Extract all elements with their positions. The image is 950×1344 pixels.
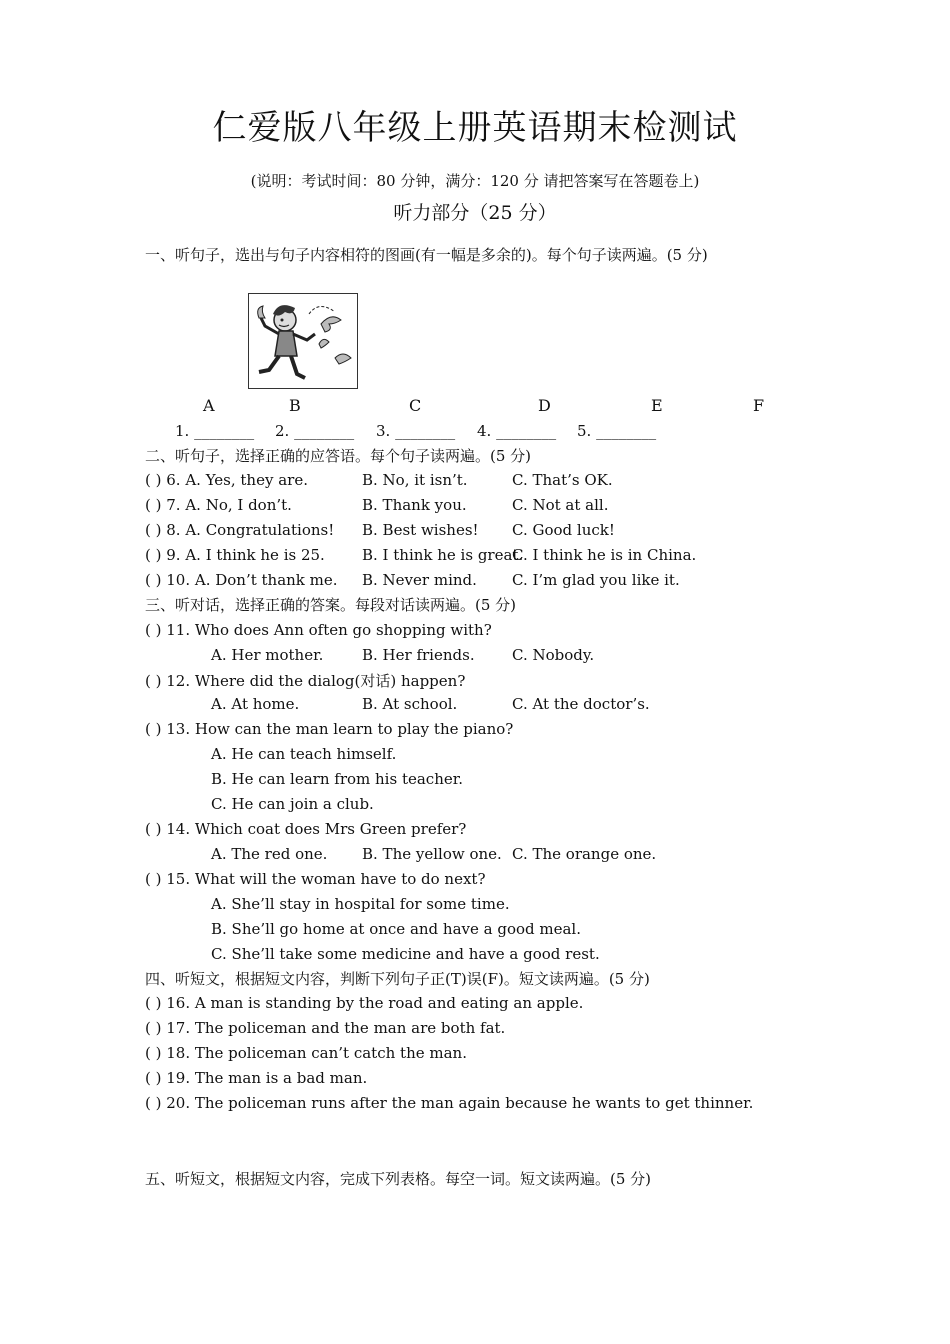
statement-17: ( ) 17. The policeman and the man are both fat.	[145, 1019, 506, 1037]
option-13-b: B. He can learn from his teacher.	[211, 770, 464, 788]
option-12-b: B. At school.	[362, 695, 458, 713]
option-9-c: C. I think he is in China.	[512, 546, 697, 564]
section1-heading: 一、听句子，选出与句子内容相符的图画(有一幅是多余的)。每个句子读两遍。(5 分)	[145, 246, 708, 264]
picture-label-d: D	[538, 396, 551, 415]
option-14-b: B. The yellow one.	[362, 845, 502, 863]
option-14-a: A. The red one.	[211, 845, 328, 863]
option-6-b: B. No, it isn’t.	[362, 471, 468, 489]
option-9-b: B. I think he is great.	[362, 546, 524, 564]
page-title: 仁爱版八年级上册英语期末检测试	[212, 108, 738, 148]
option-7-c: C. Not at all.	[512, 496, 609, 514]
section5-heading: 五、听短文，根据短文内容，完成下列表格。每空一词。短文读两遍。(5 分)	[145, 1170, 652, 1188]
option-10-b: B. Never mind.	[362, 571, 477, 589]
statement-18: ( ) 18. The policeman can’t catch the man.	[145, 1044, 467, 1062]
option-10-c: C. I’m glad you like it.	[512, 571, 680, 589]
option-15-c: C. She’ll take some medicine and have a good rest.	[211, 945, 600, 963]
question-14: ( ) 14. Which coat does Mrs Green prefer?	[145, 820, 467, 838]
option-15-a: A. She’ll stay in hospital for some time.	[211, 895, 510, 913]
section3-heading: 三、听对话，选择正确的答案。每段对话读两遍。(5 分)	[145, 596, 517, 614]
boy-running-icon	[249, 294, 357, 388]
option-7-b: B. Thank you.	[362, 496, 467, 514]
boy-running-illustration	[248, 293, 358, 389]
question-11: ( ) 11. Who does Ann often go shopping with?	[145, 621, 492, 639]
section2-heading: 二、听句子，选择正确的应答语。每个句子读两遍。(5 分)	[145, 447, 532, 465]
picture-label-e: E	[651, 396, 663, 415]
option-13-a: A. He can teach himself.	[211, 745, 397, 763]
option-15-b: B. She’ll go home at once and have a good meal.	[211, 920, 581, 938]
picture-label-a: A	[203, 396, 215, 415]
answer-blank-3[interactable]: 3. ________	[376, 422, 456, 440]
picture-label-b: B	[289, 396, 301, 415]
section4-heading: 四、听短文，根据短文内容，判断下列句子正(T)误(F)。短文读两遍。(5 分)	[145, 970, 650, 988]
question-10: ( ) 10. A. Don’t thank me.	[145, 571, 338, 589]
question-12: ( ) 12. Where did the dialog(对话) happen?	[145, 672, 466, 690]
listening-section-title: 听力部分（25 分）	[393, 202, 557, 224]
option-12-c: C. At the doctor’s.	[512, 695, 650, 713]
answer-blank-1[interactable]: 1. ________	[175, 422, 255, 440]
option-11-a: A. Her mother.	[211, 646, 324, 664]
picture-label-c: C	[409, 396, 422, 415]
answer-blank-4[interactable]: 4. ________	[477, 422, 557, 440]
statement-19: ( ) 19. The man is a bad man.	[145, 1069, 368, 1087]
option-13-c: C. He can join a club.	[211, 795, 374, 813]
question-9: ( ) 9. A. I think he is 25.	[145, 546, 325, 564]
option-6-c: C. That’s OK.	[512, 471, 613, 489]
option-8-c: C. Good luck!	[512, 521, 615, 539]
question-6: ( ) 6. A. Yes, they are.	[145, 471, 308, 489]
statement-16: ( ) 16. A man is standing by the road and eating an apple.	[145, 994, 584, 1012]
question-8: ( ) 8. A. Congratulations!	[145, 521, 335, 539]
answer-blank-2[interactable]: 2. ________	[275, 422, 355, 440]
statement-20: ( ) 20. The policeman runs after the man again because he wants to get thinner.	[145, 1094, 754, 1112]
picture-label-f: F	[753, 396, 765, 415]
option-12-a: A. At home.	[211, 695, 300, 713]
option-8-b: B. Best wishes!	[362, 521, 479, 539]
answer-blank-5[interactable]: 5. ________	[577, 422, 657, 440]
option-11-b: B. Her friends.	[362, 646, 475, 664]
option-11-c: C. Nobody.	[512, 646, 595, 664]
exam-instructions: (说明：考试时间：80 分钟，满分：120 分 请把答案写在答题卷上)	[250, 172, 700, 190]
question-13: ( ) 13. How can the man learn to play the piano?	[145, 720, 514, 738]
question-15: ( ) 15. What will the woman have to do next?	[145, 870, 486, 888]
option-14-c: C. The orange one.	[512, 845, 657, 863]
question-7: ( ) 7. A. No, I don’t.	[145, 496, 292, 514]
